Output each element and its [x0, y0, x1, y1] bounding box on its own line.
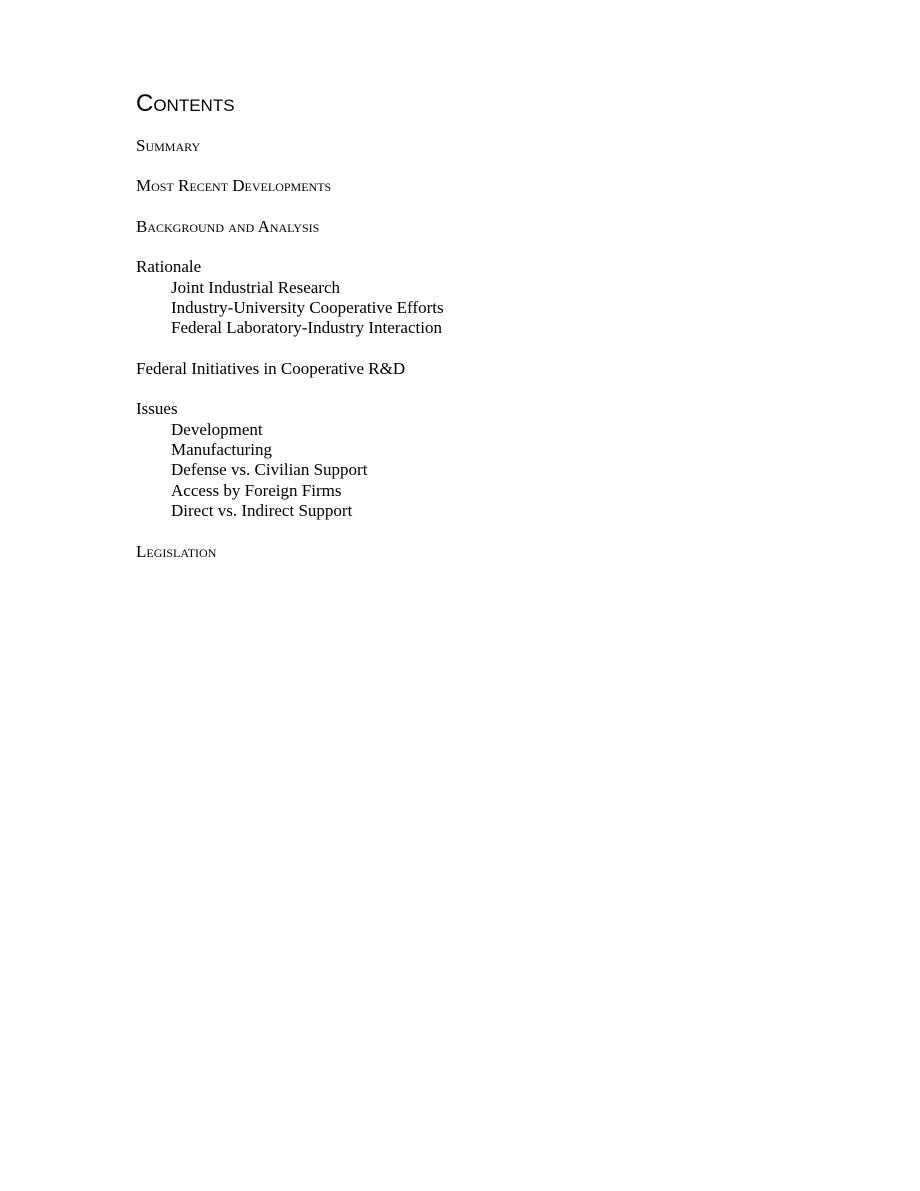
toc-section-federal-initiatives: [136, 359, 836, 379]
toc-entry-background-and-analysis: Background and Analysis: [136, 216, 320, 236]
contents-heading: Contents: [136, 90, 235, 117]
toc-entry-rationale: Rationale: [136, 257, 202, 277]
toc-subentry-direct-vs-indirect: Direct vs. Indirect Support: [171, 501, 353, 521]
toc-subentry-industry-university: Industry-University Cooperative Efforts: [171, 298, 444, 318]
toc-subentry-development: Development: [171, 419, 263, 439]
toc-section-background-and-analysis: [136, 217, 836, 237]
table-of-contents: [136, 88, 836, 582]
toc-section-issues: [136, 399, 836, 521]
toc-section-rationale: [136, 257, 836, 339]
toc-section-legislation: [136, 542, 836, 562]
toc-entry-summary: Summary: [136, 136, 201, 155]
toc-entry-legislation: Legislation: [136, 541, 217, 561]
toc-subentry-defense-vs-civilian: Defense vs. Civilian Support: [171, 460, 368, 480]
toc-subentry-access-by-foreign-firms: Access by Foreign Firms: [171, 480, 342, 500]
toc-section-summary: [136, 136, 836, 156]
toc-entry-federal-initiatives: Federal Initiatives in Cooperative R&D: [136, 358, 406, 378]
toc-entry-issues: Issues: [136, 399, 178, 419]
toc-section-most-recent-developments: [136, 176, 836, 196]
toc-entry-most-recent-developments: Most Recent Developments: [136, 176, 332, 196]
toc-subentry-joint-industrial-research: Joint Industrial Research: [171, 277, 341, 297]
toc-subentry-manufacturing: Manufacturing: [171, 440, 273, 460]
toc-subentry-federal-laboratory-industry: Federal Laboratory-Industry Interaction: [171, 318, 442, 338]
